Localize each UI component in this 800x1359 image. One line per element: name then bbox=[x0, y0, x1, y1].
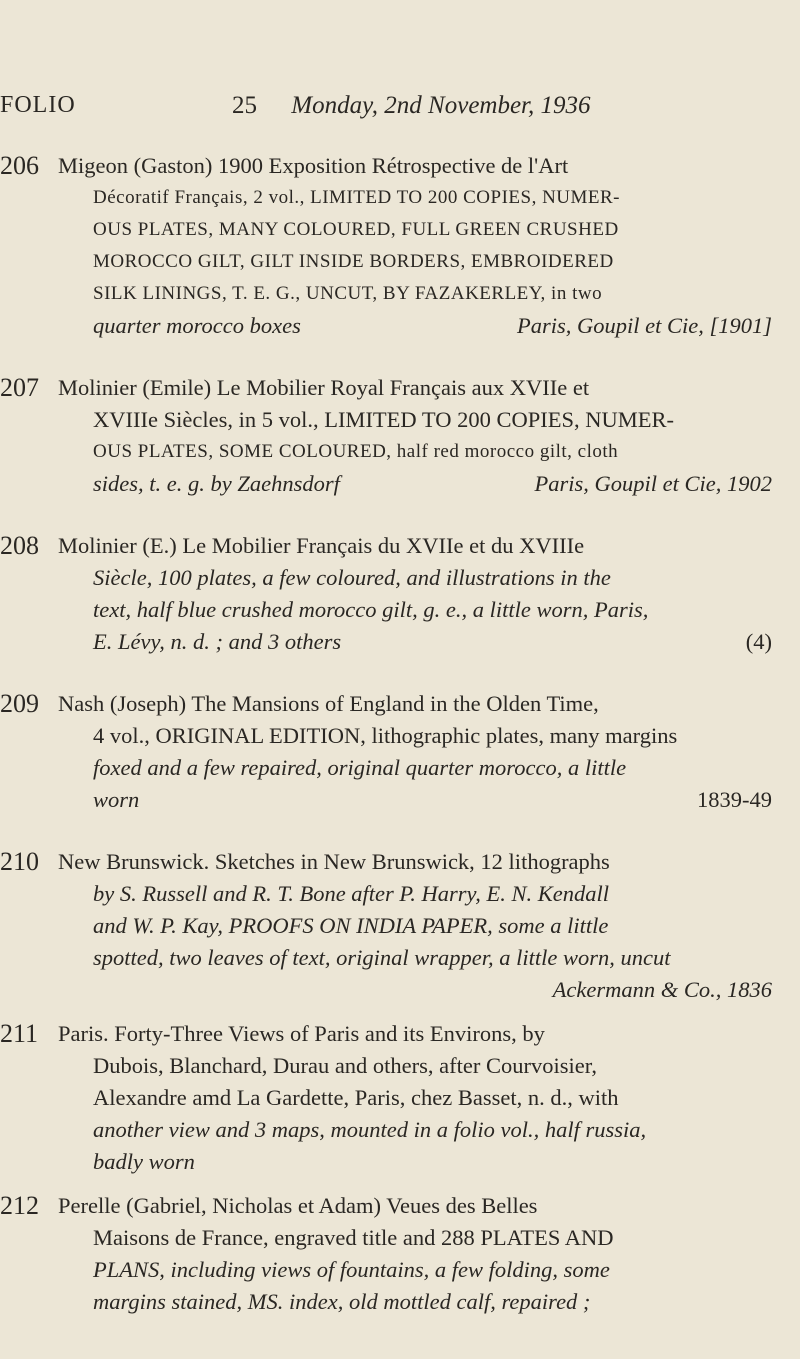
lot-line: Perelle (Gabriel, Nicholas et Adam) Veues des Belles bbox=[58, 1193, 538, 1218]
lot-line: spotted, two leaves of text, original wrapper, a little worn, uncut bbox=[93, 945, 671, 970]
lot-line: and W. P. Kay, PROOFS ON INDIA PAPER, some a little bbox=[93, 913, 609, 938]
lot-line: OUS PLATES, MANY COLOURED, FULL GREEN CRUSHED bbox=[93, 219, 619, 240]
lot-description bbox=[58, 530, 772, 658]
lot-line: OUS PLATES, SOME COLOURED, half red morocco gilt, cloth bbox=[93, 441, 619, 462]
lot-description bbox=[58, 1190, 772, 1318]
lot-line: text, half blue crushed morocco gilt, g. e., a little worn, Paris, bbox=[93, 597, 649, 622]
lot-number: 207 bbox=[0, 373, 39, 402]
folio-label: FOLIO bbox=[0, 92, 76, 118]
lot-line bbox=[58, 784, 772, 816]
lot-number: 211 bbox=[0, 1019, 39, 1048]
lot-description bbox=[58, 688, 772, 816]
lot-line: SILK LININGS, T. E. G., UNCUT, BY FAZAKERLEY, in two bbox=[93, 283, 603, 304]
lot-line: Molinier (Emile) Le Mobilier Royal Français aux XVIIe et bbox=[58, 375, 590, 400]
lot-line: Siècle, 100 plates, a few coloured, and illustrations in the bbox=[93, 565, 611, 590]
lot-line: Décoratif Français, 2 vol., LIMITED TO 200 COPIES, NUMER- bbox=[93, 187, 621, 208]
lot-description bbox=[58, 372, 772, 500]
lot-line: Paris. Forty-Three Views of Paris and its Environs, by bbox=[58, 1021, 545, 1046]
lot-line: Dubois, Blanchard, Durau and others, after Courvoisier, bbox=[93, 1053, 597, 1078]
lot-description bbox=[58, 150, 772, 342]
lot-number: 208 bbox=[0, 531, 39, 560]
lot-line: 4 vol., ORIGINAL EDITION, lithographic plates, many margins bbox=[93, 723, 678, 748]
lot-binding: sides, t. e. g. by Zaehnsdorf bbox=[93, 471, 340, 496]
lot-line: Alexandre amd La Gardette, Paris, chez Basset, n. d., with bbox=[93, 1085, 619, 1110]
lot-line: XVIIIe Siècles, in 5 vol., LIMITED TO 200 COPIES, NUMER- bbox=[93, 407, 674, 432]
lot-number: 209 bbox=[0, 689, 39, 718]
lot-number: 206 bbox=[0, 151, 39, 180]
lot-line: another view and 3 maps, mounted in a folio vol., half russia, bbox=[93, 1117, 647, 1142]
lot-description bbox=[58, 1018, 772, 1178]
lot-description bbox=[58, 846, 772, 1006]
sale-date: Monday, 2nd November, 1936 bbox=[291, 92, 591, 119]
lot-imprint: Paris, Goupil et Cie, [1901] bbox=[516, 313, 772, 338]
lot-count: (4) bbox=[745, 629, 772, 654]
lot-line: badly worn bbox=[93, 1149, 195, 1174]
page-number: 25 bbox=[232, 92, 257, 119]
lot-line: Maisons de France, engraved title and 288 PLATES AND bbox=[93, 1225, 614, 1250]
lot-imprint: E. Lévy, n. d. ; and 3 others bbox=[93, 629, 342, 654]
lot-imprint: Paris, Goupil et Cie, 1902 bbox=[534, 471, 772, 496]
lot-line bbox=[58, 626, 772, 658]
lot-number: 212 bbox=[0, 1191, 39, 1220]
lot-line: MOROCCO GILT, GILT INSIDE BORDERS, EMBROIDERED bbox=[93, 251, 614, 272]
lot-line: Migeon (Gaston) 1900 Exposition Rétrospective de l'Art bbox=[58, 153, 569, 178]
lot-line: margins stained, MS. index, old mottled calf, repaired ; bbox=[93, 1289, 591, 1314]
lot-binding: quarter morocco boxes bbox=[93, 313, 301, 338]
lot-line: Molinier (E.) Le Mobilier Français du XVIIe et du XVIIIe bbox=[58, 533, 585, 558]
lot-number: 210 bbox=[0, 847, 39, 876]
page-header bbox=[232, 92, 591, 120]
lot-line: by S. Russell and R. T. Bone after P. Harry, E. N. Kendall bbox=[93, 881, 610, 906]
lot-line: PLANS, including views of fountains, a few folding, some bbox=[93, 1257, 610, 1282]
lot-line: Nash (Joseph) The Mansions of England in the Olden Time, bbox=[58, 691, 599, 716]
lot-imprint: Ackermann & Co., 1836 bbox=[552, 977, 772, 1002]
lot-condition: worn bbox=[93, 787, 140, 812]
lot-line: foxed and a few repaired, original quarter morocco, a little bbox=[93, 755, 627, 780]
lot-imprint: 1839-49 bbox=[697, 787, 772, 812]
lot-line bbox=[58, 310, 772, 342]
lot-line bbox=[58, 468, 772, 500]
lot-line: New Brunswick. Sketches in New Brunswick, 12 lithographs bbox=[58, 849, 610, 874]
